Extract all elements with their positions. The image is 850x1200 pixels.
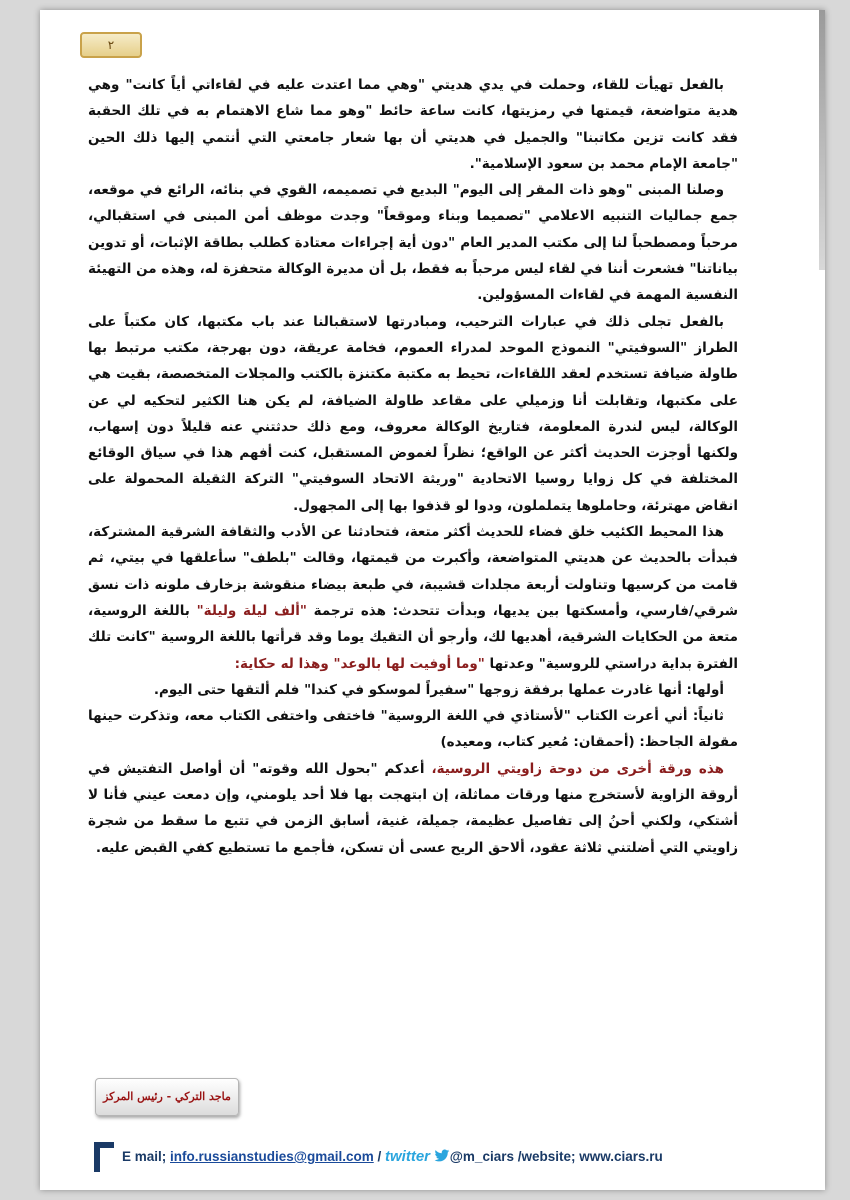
- paragraph-gift: [88, 519, 738, 677]
- gift-text-middle: باللغة الروسية، متعة من الحكايات الشرقية، أهديها لك، وأرجو أن التقيك يوما وقد قرأتها باللغة الروسية "كانت تلك الفترة بداية دراستي للروسية" وعدتها: [88, 602, 738, 672]
- page-number-badge: [80, 32, 142, 58]
- signature-badge: [95, 1078, 239, 1116]
- paragraph-second-reason: ثانياً: أني أعرت الكتاب "لأستاذي في اللغة الروسية" فاختفى واختفى الكتاب معه، وتذكرت حينها مقولة الجاحظ: (أحمقان: مُعير كتاب، ومعيده): [88, 708, 738, 751]
- twitter-handle[interactable]: @m_ciars: [449, 1149, 514, 1164]
- contact-line: [122, 1148, 663, 1165]
- book-title-highlight: "ألف ليلة وليلة": [196, 602, 307, 619]
- corner-flag-icon: [92, 1140, 116, 1174]
- article-body: [88, 72, 738, 861]
- document-page: [40, 10, 825, 1190]
- promise-highlight: "وما أوفيت لها بالوعد" وهذا له حكاية:: [234, 655, 485, 672]
- email-label: E mail;: [122, 1149, 171, 1164]
- paragraph-office: بالفعل تجلى ذلك في عبارات الترحيب، ومبادرتها لاستقبالنا عند باب مكتبها، كان مكتباً على الطراز "السوفيتي" النموذج الموحد لمدراء العموم، فخامة عريقة، دون بهرجة، مكتب مرتبط بها طاولة ضيافة تستخدم لعقد اللقاءات، تحيط به مكتبة مكتنزة بالكتب والمجلات المتخصصة، بقيت هي على مكتبها، وتقابلت أنا وزميلي على مقاعد طاولة الضيافة، لم يكن هنا الكثير لتحكيه لي عن الوكالة، ليس لندرة المعلومة، فتاريخ الوكالة معروف، ومع ذلك حدثتني عنه قليلاً دون إسهاب، ولكنها أوجزت الحديث أكثر عن الواقع؛ نظراً لغموض المستقبل، كنت أفهم هذا في سياق الوقائع المختلفة في كل زوايا روسيا الاتحادية "وريثة الاتحاد السوفيتي" التركة الثقيلة المحمولة على انقاض مهترئة، وحاملوها يتململون، ودوا لو قذفوا بها إلى المجهول.: [88, 313, 738, 514]
- website-label: /website;: [513, 1149, 580, 1164]
- footer-separator: /: [373, 1149, 385, 1164]
- paragraph-intro: بالفعل تهيأت للقاء، وحملت في يدي هديتي "وهي مما اعتدت عليه في لقاءاتي أياً كانت" وهي هدية متواضعة، قيمتها في رمزيتها، كانت ساعة حائط "وهو مما شاع الاهتمام به في تلك الحقبة فقد كانت تزين مكاتبنا" والجميل في هديتي أن بها شعار جامعتي التي أنتمي إليها ذلك الحين "جامعة الإمام محمد بن سعود الإسلامية".: [88, 77, 738, 172]
- page-curl-shadow: [819, 10, 825, 270]
- paragraph-first-reason: أولها: أنها غادرت عملها برفقة زوجها "سفيراً لموسكو في كندا" فلم ألتقها حتى اليوم.: [153, 681, 724, 698]
- closing-highlight: هذه ورقة أخرى من دوحة زاويتي الروسية،: [431, 760, 724, 777]
- twitter-wordmark[interactable]: twitter: [385, 1148, 430, 1165]
- gift-text-before: هذا المحيط الكئيب خلق فضاء للحديث أكثر متعة، فتحادثنا عن الأدب والثقافة الشرقية المشتركة، فبدأت بالحديث عن هديتي المتواضعة، وأكبرت من قيمتها، وقالت "بلطف" سأعلقها في بيتي، ثم قامت من كرسيها وتناولت أربعة مجلدات قشيبة، في طبعة بيضاء منقوشة بزخارف ملونه ذات نسق شرقي/فارسي، وأمسكتها بين يديها، وبدأت تتحدث: هذه ترجمة: [88, 524, 739, 619]
- twitter-bird-icon: [434, 1149, 450, 1163]
- email-link[interactable]: info.russianstudies@gmail.com: [170, 1149, 374, 1164]
- website-link[interactable]: www.ciars.ru: [579, 1149, 663, 1164]
- page-number: ٢: [107, 38, 115, 52]
- paragraph-closing: [88, 756, 738, 861]
- paragraph-building: وصلنا المبنى "وهو ذات المقر إلى اليوم" البديع في تصميمه، القوي في بنائه، الرائع في موقعه، جمع جماليات التنبيه الاعلامي "تصميما وبناء وموقعاً" وجدت موظف أمن المبنى في استقبالي، مرحباً ومصطحباً لنا إلى مكتب المدير العام "دون أية إجراءات معتادة كطلب بطاقة الإثبات، أو تدوين بياناتنا" فشعرت أننا في لقاء ليس مرحباً به فقط، بل أن مديرة الوكالة متحفزة له، وهذه من التهيئة النفسية المهمة في لقاءات المسؤولين.: [88, 182, 738, 304]
- closing-text: أعدكم "بحول الله وقوته" أن أواصل التفتيش في أروقة الزاوية لأستخرج منها ورقات مماثلة، إن ابتهجت بها فلا أحد يلومني، وإن دمعت عيني فأنا لا أشتكي، ولكني أحنُ إلى تفاصيل عظيمة، جميلة، غنية، أسابق الزمن في تتبع ما سقط من شجرة زاويتي التي أضلتني ثلاثة عقود، ألاحق الريح عسى أن تسكن، فأجمع ما تستطيع كفي القبض عليه.: [88, 760, 738, 856]
- signature-text: ماجد التركي - رئيس المركز: [103, 1090, 231, 1103]
- footer: [92, 1140, 792, 1180]
